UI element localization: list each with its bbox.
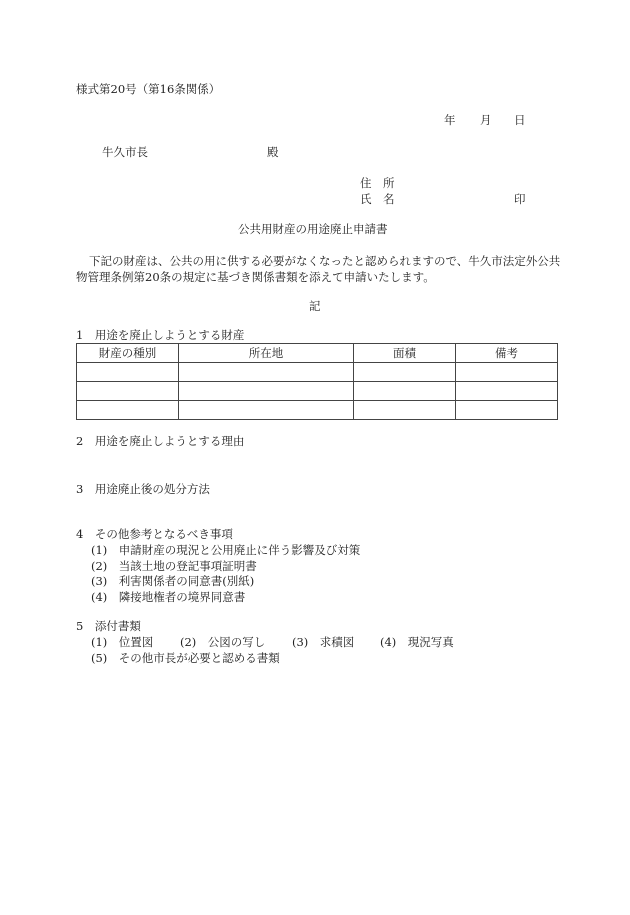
column-header-remarks: 備考 bbox=[456, 344, 558, 363]
attachment-item: (3) 求積図 bbox=[292, 635, 355, 649]
table-cell bbox=[456, 401, 558, 420]
date-month-label: 月 bbox=[480, 113, 492, 127]
section1-heading: 1 用途を廃止しようとする財産 bbox=[76, 328, 245, 342]
attachment-item: (4) 現況写真 bbox=[380, 635, 454, 649]
date-year-label: 年 bbox=[444, 113, 456, 127]
table-row bbox=[77, 363, 558, 382]
table-cell bbox=[354, 382, 456, 401]
section5-heading: 5 添付書類 bbox=[76, 619, 141, 633]
table-cell bbox=[179, 382, 354, 401]
table-row bbox=[77, 401, 558, 420]
section2-heading: 2 用途を廃止しようとする理由 bbox=[76, 434, 245, 448]
section4-item: (3) 利害関係者の同意書(別紙) bbox=[91, 574, 255, 588]
property-table-header bbox=[77, 344, 558, 363]
document-title: 公共用財産の用途廃止申請書 bbox=[238, 222, 388, 236]
section4-item: (2) 当該土地の登記事項証明書 bbox=[91, 559, 257, 573]
column-header-location: 所在地 bbox=[179, 344, 354, 363]
table-cell bbox=[456, 363, 558, 382]
attachment-item: (5) その他市長が必要と認める書類 bbox=[91, 651, 280, 665]
table-cell bbox=[77, 382, 179, 401]
section4-item: (4) 隣接地権者の境界同意書 bbox=[91, 590, 246, 604]
addressee-honorific: 殿 bbox=[267, 145, 279, 159]
section4-heading: 4 その他参考となるべき事項 bbox=[76, 527, 233, 541]
column-header-area: 面積 bbox=[354, 344, 456, 363]
table-cell bbox=[354, 401, 456, 420]
section3-heading: 3 用途廃止後の処分方法 bbox=[76, 482, 210, 496]
form-number: 様式第20号（第16条関係） bbox=[76, 82, 221, 96]
body-paragraph: 下記の財産は、公共の用に供する必要がなくなったと認められますので、牛久市法定外公共物管理条例第20条の規定に基づき関係書類を添えて申請いたします。 bbox=[76, 254, 561, 284]
address-label: 住 所 bbox=[360, 176, 395, 190]
addressee-name: 牛久市長 bbox=[102, 145, 148, 159]
date-day-label: 日 bbox=[514, 113, 526, 127]
section4-item: (1) 申請財産の現況と公用廃止に伴う影響及び対策 bbox=[91, 543, 361, 557]
attachment-item: (2) 公図の写し bbox=[180, 635, 266, 649]
table-cell bbox=[77, 401, 179, 420]
ki-label: 記 bbox=[309, 299, 321, 313]
table-cell bbox=[354, 363, 456, 382]
attachment-item: (1) 位置図 bbox=[91, 635, 154, 649]
table-cell bbox=[77, 363, 179, 382]
name-label: 氏 名 bbox=[360, 192, 395, 206]
property-table bbox=[76, 343, 558, 420]
seal-label: 印 bbox=[514, 192, 526, 206]
table-cell bbox=[179, 363, 354, 382]
column-header-type: 財産の種別 bbox=[77, 344, 179, 363]
table-cell bbox=[456, 382, 558, 401]
table-row bbox=[77, 382, 558, 401]
table-cell bbox=[179, 401, 354, 420]
